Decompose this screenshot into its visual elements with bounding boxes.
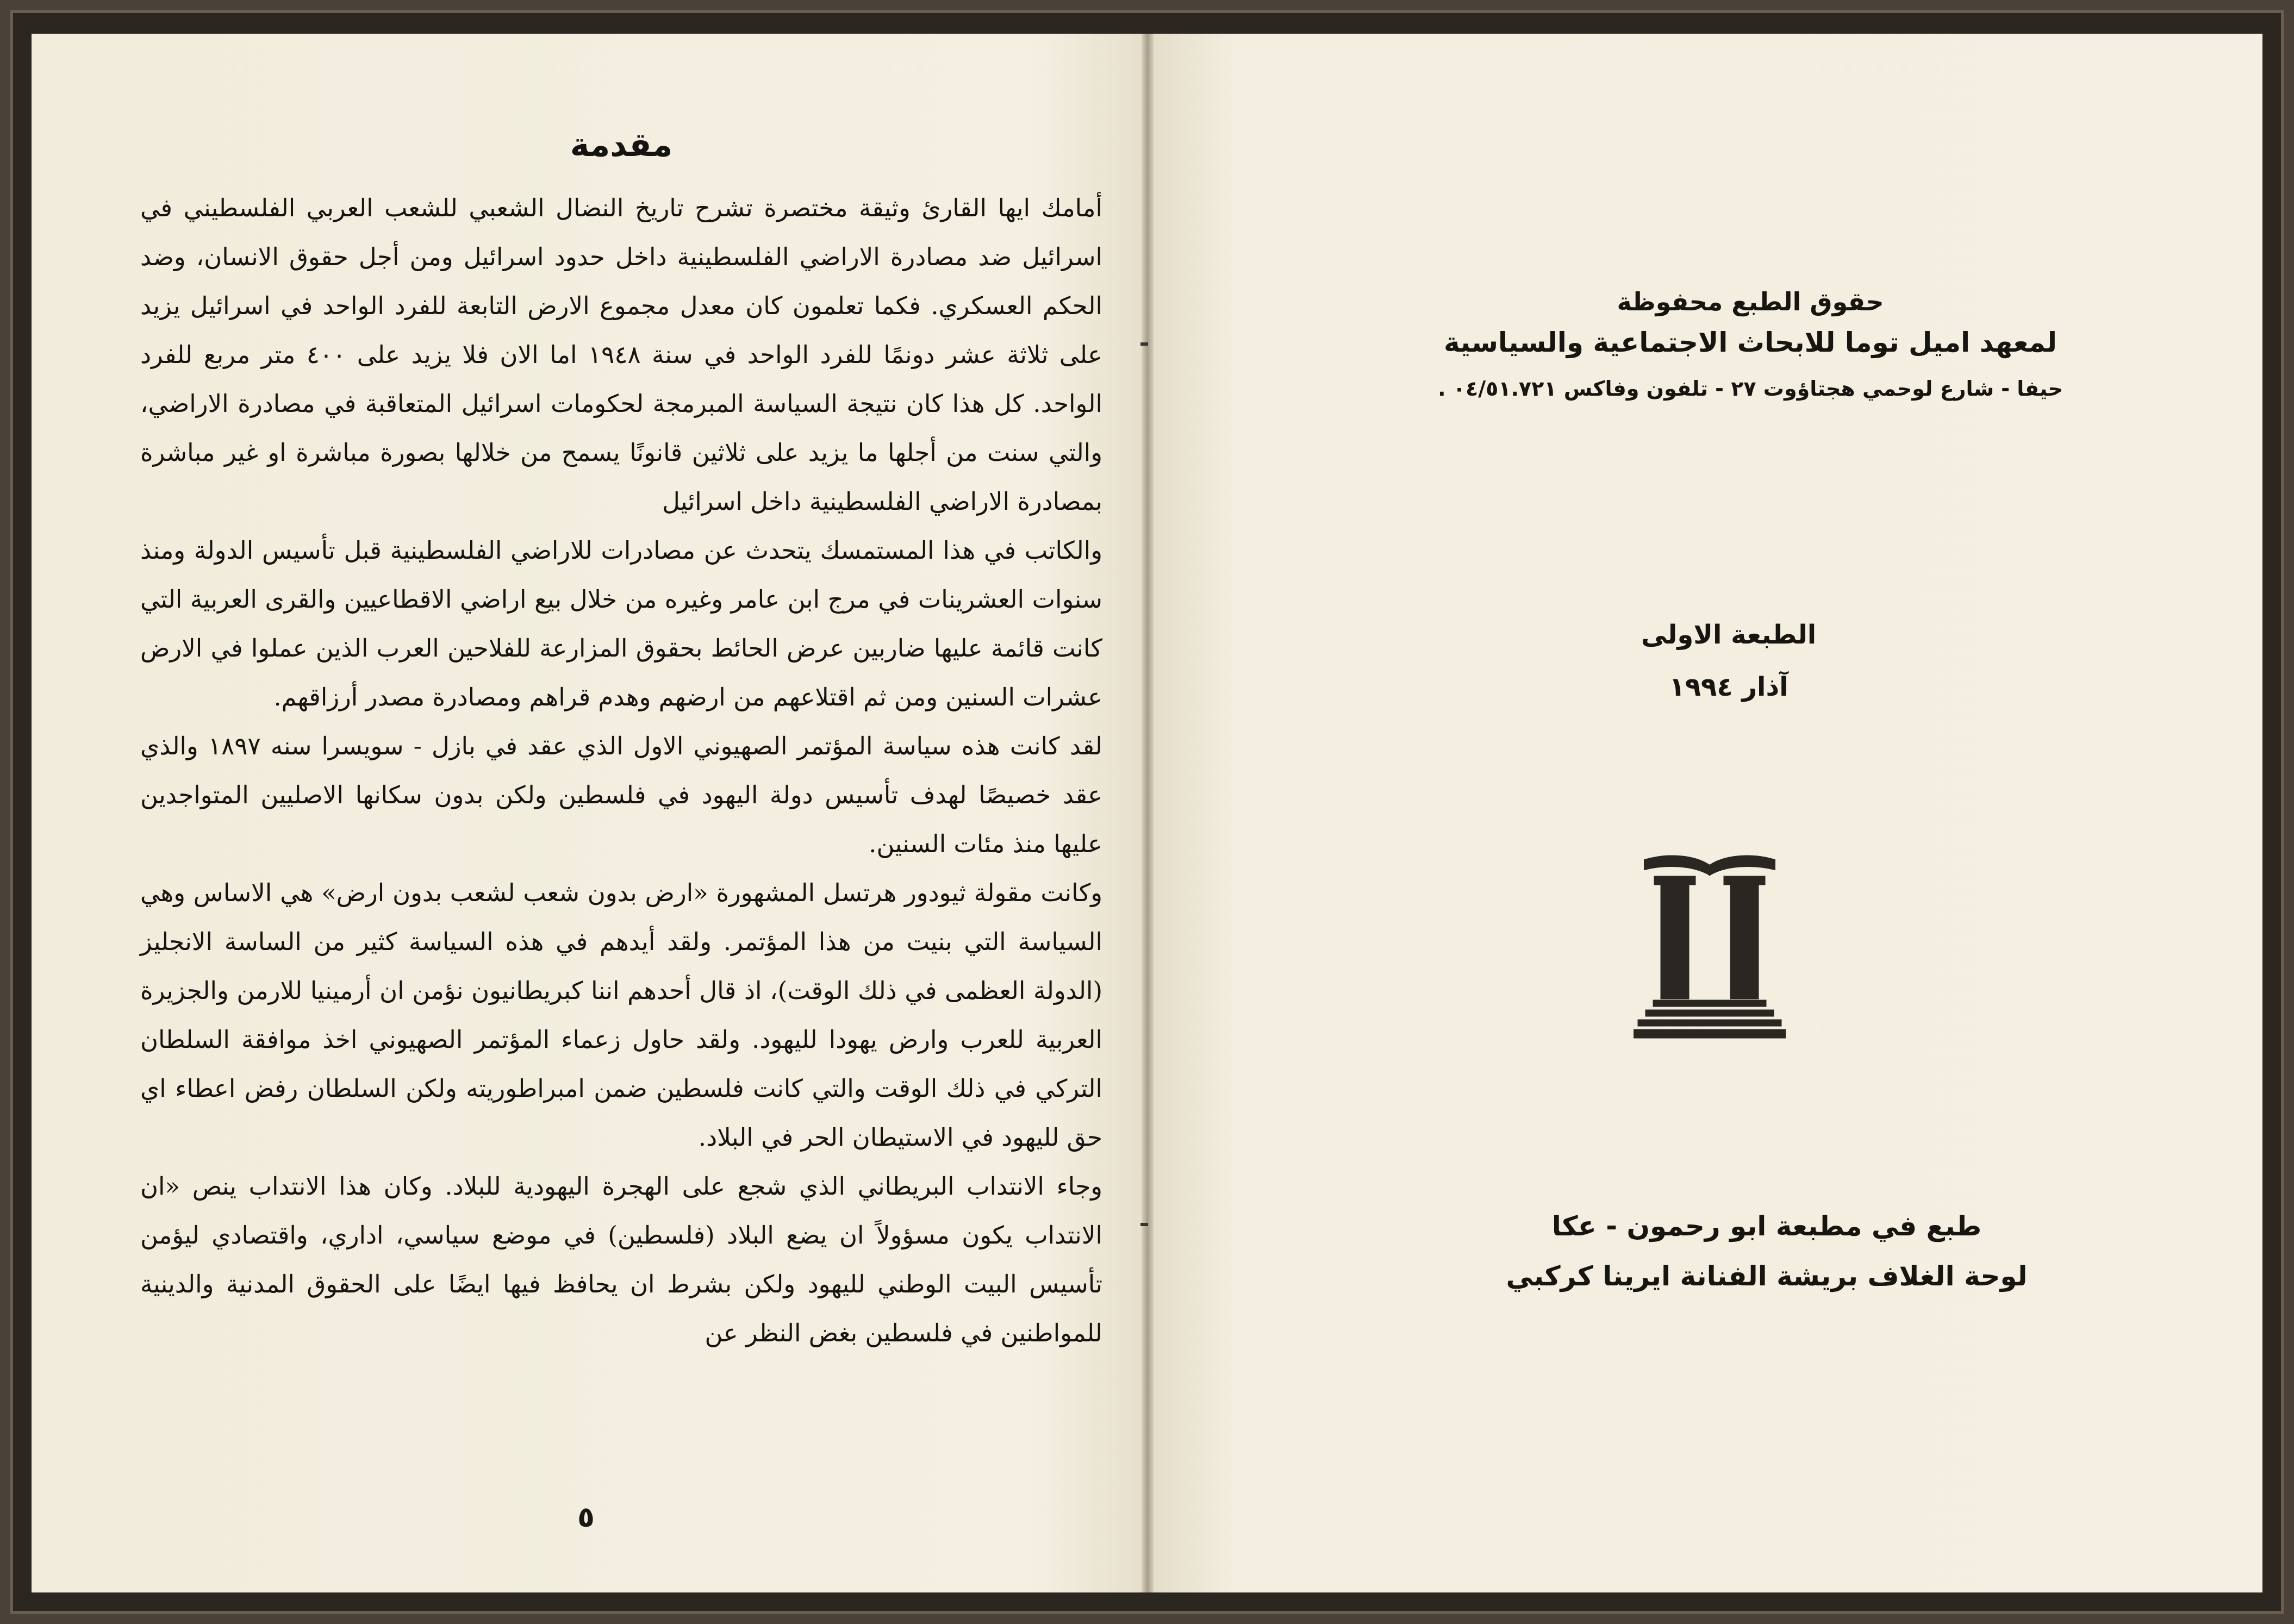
- binding-staple-top: [1140, 342, 1148, 346]
- left-page: [32, 34, 1147, 1592]
- edition-block: [1576, 609, 1881, 713]
- paragraph-4: وكانت مقولة ثيودور هرتسل المشهورة «ارض بدون شعب لشعب بدون ارض» هي الاساس وهي السياسة التي بنيت من هذا المؤتمر. ولقد أيدهم في هذه السياسة كثير من الساسة الانجليز (الدولة العظمى في ذلك الوقت)، اذ قال أحدهم اننا كبريطانيون نؤمن ان أرمينيا للارمن والجزيرة العربية للعرب وارض يهودا لليهود. ولقد حاول زعماء المؤتمر الصهيوني اخذ موافقة السلطان التركي في ذلك الوقت والتي كانت فلسطين ضمن امبراطوريته ولكن السلطان رفض اعطاء اي حق لليهود في الاستيطان الحر في البلاد.: [140, 878, 1102, 1152]
- page-heading: مقدمة: [570, 126, 673, 164]
- edition-label: الطبعة الاولى: [1641, 620, 1817, 650]
- page-number: ٥: [577, 1501, 595, 1534]
- right-page: [1147, 34, 2262, 1592]
- book-gutter: [1142, 34, 1154, 1592]
- introduction-text: [140, 126, 1102, 1358]
- columns-book-icon: [1634, 848, 1786, 1044]
- edition-date: آذار ١٩٩٤: [1669, 672, 1788, 702]
- paragraph-1: أمامك ايها القارئ وثيقة مختصرة تشرح تاريخ النضال الشعبي للشعب العربي الفلسطيني في اسرائيل ضد مصادرة الاراضي الفلسطينية داخل حدود اسرائيل ومن أجل حقوق الانسان، وضد الحكم العسكري. فكما تعلمون كان معدل مجموع الارض التابعة للفرد الواحد في اسرائيل يزيد على ثلاثة عشر دونمًا للفرد الواحد في سنة ١٩٤٨ اما الان فلا يزيد على ٤٠٠ متر مربع للفرد الواحد. كل هذا كان نتيجة السياسة المبرمجة لحكومات اسرائيل المتعاقبة في مصادرة الاراضي، والتي سنت من أجلها ما يزيد على ثلاثين قانونًا يسمح من خلالها بصورة مباشرة او غير مباشرة بمصادرة الاراضي الفلسطينية داخل اسرائيل: [140, 193, 1102, 516]
- paragraph-2: والكاتب في هذا المستمسك يتحدث عن مصادرات للاراضي الفلسطينية قبل تأسيس الدولة ومنذ سنوات العشرينات في مرج ابن عامر وغيره من خلال بيع اراضي الاقطاعيين والقرى العربية التي كانت قائمة عليها ضاربين عرض الحائط بحقوق المزارعة للفلاحين العرب الذين عملوا في الارض عشرات السنين ومن ثم اقتلاعهم من ارضهم وهدم قراهم ومصادرة مصدر أرزاقهم.: [140, 536, 1102, 711]
- paragraph-5: وجاء الانتداب البريطاني الذي شجع على الهجرة اليهودية للبلاد. وكان هذا الانتداب ينص «ان الانتداب يكون مسؤولاً ان يضع البلاد (فلسطين) في موضع سياسي، اداري، واقتصادي ليؤمن تأسيس البيت الوطني لليهود ولكن بشرط ان يحافظ فيها ايضًا على الحقوق المدنية والدينية للمواطنين في فلسطين بغض النظر عن: [140, 1172, 1102, 1347]
- printing-block: [1402, 1201, 2131, 1301]
- institute-address: حيفا - شارع لوحمي هجتاؤوت ٢٧ - تلفون وفاكس ٠٤/٥١.٧٢١ .: [1438, 377, 2063, 401]
- institute-name: لمعهد اميل توما للابحاث الاجتماعية والسياسية: [1444, 327, 2057, 358]
- printer-line: طبع في مطبعة ابو رحمون - عكا: [1551, 1210, 1982, 1242]
- copyright-line: حقوق الطبع محفوظة: [1617, 287, 1884, 316]
- binding-staple-bottom: [1140, 1223, 1148, 1226]
- copyright-block: [1375, 283, 2125, 413]
- cover-artist-line: لوحة الغلاف بريشة الفنانة ايرينا كركبي: [1506, 1260, 2028, 1292]
- paragraph-3: لقد كانت هذه سياسة المؤتمر الصهيوني الاول الذي عقد في بازل - سويسرا سنه ١٨٩٧ والذي عقد خصيصًا لهدف تأسيس دولة اليهود في فلسطين ولكن بدون سكانها الاصليين المتواجدين عليها منذ مئات السنين.: [140, 732, 1102, 858]
